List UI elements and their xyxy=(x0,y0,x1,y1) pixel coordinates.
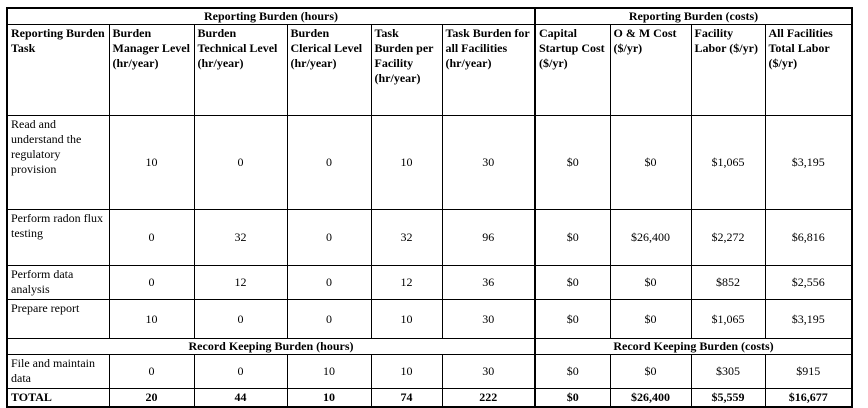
group-reporting-hours: Reporting Burden (hours) xyxy=(7,8,535,25)
header-task-burden-all-facilities: Task Burden for all Facilities (hr/year) xyxy=(442,25,535,116)
clerical-hours-cell: 10 xyxy=(287,355,371,389)
header-capital-startup-cost: Capital Startup Cost ($/yr) xyxy=(535,25,610,116)
table-row xyxy=(7,210,852,266)
total-burden-per-facility-cell: 74 xyxy=(371,389,442,408)
total-row xyxy=(7,389,852,408)
header-manager-level: Burden Manager Level (hr/year) xyxy=(109,25,194,116)
technical-hours-cell: 12 xyxy=(194,266,287,300)
om-cost-cell: $0 xyxy=(610,355,691,389)
manager-hours-cell: 10 xyxy=(109,116,194,210)
table-row xyxy=(7,300,852,339)
header-task-burden-per-facility: Task Burden per Facility (hr/year) xyxy=(371,25,442,116)
task-cell: Prepare report xyxy=(7,300,109,339)
total-labor-cell: $6,816 xyxy=(765,210,852,266)
header-facility-labor: Facility Labor ($/yr) xyxy=(691,25,765,116)
burden-all-facilities-cell: 30 xyxy=(442,300,535,339)
group-reporting-costs: Reporting Burden (costs) xyxy=(535,8,852,25)
group-recordkeeping-costs: Record Keeping Burden (costs) xyxy=(535,339,852,355)
facility-labor-cell: $1,065 xyxy=(691,300,765,339)
burden-per-facility-cell: 10 xyxy=(371,355,442,389)
clerical-hours-cell: 0 xyxy=(287,116,371,210)
facility-labor-cell: $305 xyxy=(691,355,765,389)
technical-hours-cell: 0 xyxy=(194,300,287,339)
capital-cost-cell: $0 xyxy=(535,266,610,300)
task-cell: Perform data analysis xyxy=(7,266,109,300)
clerical-hours-cell: 0 xyxy=(287,300,371,339)
task-cell: Perform radon flux testing xyxy=(7,210,109,266)
manager-hours-cell: 0 xyxy=(109,266,194,300)
total-labor-cell: $915 xyxy=(765,355,852,389)
capital-cost-cell: $0 xyxy=(535,116,610,210)
technical-hours-cell: 0 xyxy=(194,355,287,389)
burden-all-facilities-cell: 30 xyxy=(442,116,535,210)
capital-cost-cell: $0 xyxy=(535,355,610,389)
manager-hours-cell: 10 xyxy=(109,300,194,339)
burden-per-facility-cell: 10 xyxy=(371,300,442,339)
task-cell: Read and understand the regulatory provision xyxy=(7,116,109,210)
total-om-cost-cell: $26,400 xyxy=(610,389,691,408)
total-label-cell: TOTAL xyxy=(7,389,109,408)
total-labor-cell: $2,556 xyxy=(765,266,852,300)
om-cost-cell: $0 xyxy=(610,266,691,300)
manager-hours-cell: 0 xyxy=(109,210,194,266)
header-task: Reporting Burden Task xyxy=(7,25,109,116)
capital-cost-cell: $0 xyxy=(535,300,610,339)
clerical-hours-cell: 0 xyxy=(287,210,371,266)
om-cost-cell: $0 xyxy=(610,300,691,339)
clerical-hours-cell: 0 xyxy=(287,266,371,300)
total-clerical-hours-cell: 10 xyxy=(287,389,371,408)
header-om-cost: O & M Cost ($/yr) xyxy=(610,25,691,116)
total-capital-cost-cell: $0 xyxy=(535,389,610,408)
burden-per-facility-cell: 10 xyxy=(371,116,442,210)
om-cost-cell: $26,400 xyxy=(610,210,691,266)
manager-hours-cell: 0 xyxy=(109,355,194,389)
column-header-row xyxy=(7,25,852,116)
total-facility-labor-cell: $5,559 xyxy=(691,389,765,408)
header-technical-level: Burden Technical Level (hr/year) xyxy=(194,25,287,116)
facility-labor-cell: $2,272 xyxy=(691,210,765,266)
total-all-facilities-labor-cell: $16,677 xyxy=(765,389,852,408)
capital-cost-cell: $0 xyxy=(535,210,610,266)
technical-hours-cell: 0 xyxy=(194,116,287,210)
table-row xyxy=(7,116,852,210)
recordkeeping-group-row xyxy=(7,339,852,355)
total-labor-cell: $3,195 xyxy=(765,116,852,210)
group-header-row xyxy=(7,8,852,25)
burden-all-facilities-cell: 30 xyxy=(442,355,535,389)
burden-all-facilities-cell: 96 xyxy=(442,210,535,266)
technical-hours-cell: 32 xyxy=(194,210,287,266)
om-cost-cell: $0 xyxy=(610,116,691,210)
header-clerical-level: Burden Clerical Level (hr/year) xyxy=(287,25,371,116)
total-technical-hours-cell: 44 xyxy=(194,389,287,408)
group-recordkeeping-hours: Record Keeping Burden (hours) xyxy=(7,339,535,355)
table-row xyxy=(7,355,852,389)
facility-labor-cell: $1,065 xyxy=(691,116,765,210)
burden-per-facility-cell: 12 xyxy=(371,266,442,300)
burden-all-facilities-cell: 36 xyxy=(442,266,535,300)
table-row xyxy=(7,266,852,300)
total-manager-hours-cell: 20 xyxy=(109,389,194,408)
task-cell: File and maintain data xyxy=(7,355,109,389)
total-labor-cell: $3,195 xyxy=(765,300,852,339)
total-burden-all-facilities-cell: 222 xyxy=(442,389,535,408)
burden-per-facility-cell: 32 xyxy=(371,210,442,266)
facility-labor-cell: $852 xyxy=(691,266,765,300)
header-all-facilities-total-labor: All Facilities Total Labor ($/yr) xyxy=(765,25,852,116)
burden-table xyxy=(6,7,853,408)
